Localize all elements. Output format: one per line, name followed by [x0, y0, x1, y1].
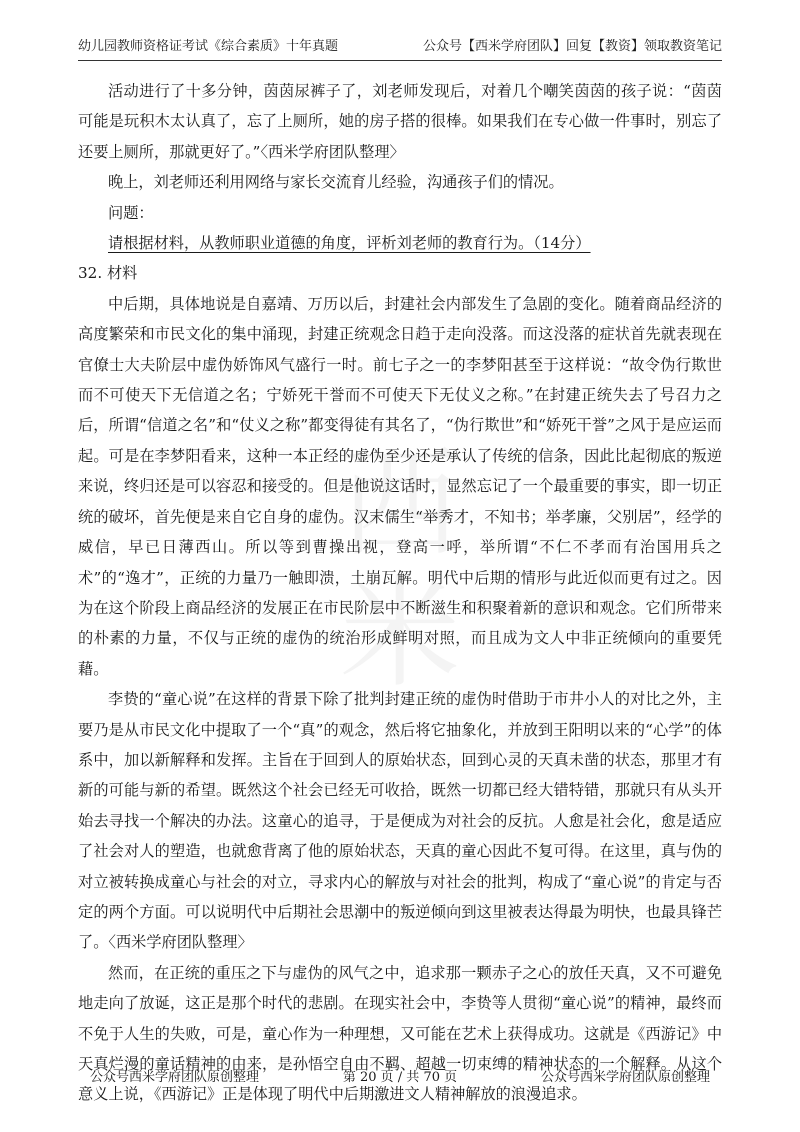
paragraph-material-2: 李贽的“童心说”在这样的背景下除了批判封建正统的虚伪时借助于市井小人的对比之外，主要乃是从市民文化中提取了一个“真”的观念，然后将它抽象化，并放到王阳明以来的“心学”的体系中，加以新解释和发挥。主旨在于回到人的原始状态，回到心灵的天真未凿的状态，那里才有新的可能与新的希望。既然这个社会已经无可收拾，既然一切都已经大错特错，那就只有从头开始去寻找一个解决的办法。这童心的追寻，于是便成为对社会的反抗。人愈是社会化，愈是适应了社会对人的塑造，也就愈背离了他的原始状态，天真的童心因此不复可得。在这里，真与伪的对立被转换成童心与社会的对立，寻求内心的解放与对社会的批判，构成了“童心说”的肯定与否定的两个方面。可以说明代中后期社会思潮中的叛逆倾向到这里被表达得最为明快，也最具锋芒了。〈西米学府团队整理〉 — [78, 690, 722, 952]
page-number: 第 20 页 / 共 70 页 — [342, 1070, 458, 1085]
header-promo: 公众号【西米学府团队】回复【教资】领取教资笔记 — [422, 39, 722, 54]
paragraph-activity: 活动进行了十多分钟，茵茵尿裤子了，刘老师发现后，对着几个嘲笑茵茵的孩子说：“茵茵可能是玩积木太认真了，忘了上厕所，她的房子搭的很棒。如果我们在专心做一件事时，别忘了还要上厕所，那就更好了。”〈西米学府团队整理〉 — [78, 82, 722, 161]
page-header — [78, 34, 722, 61]
question-number-32: 32. 材料 — [78, 264, 138, 283]
footer-left: 公众号西米学府团队原创整理 — [90, 1070, 260, 1085]
question-prompt — [78, 228, 722, 258]
paragraph-evening: 晚上，刘老师还利用网络与家长交流育儿经验，沟通孩子们的情况。 — [108, 173, 564, 192]
question-text: 请根据材料，从教师职业道德的角度，评析刘老师的教育行为。（14分） — [108, 234, 591, 253]
document-body — [78, 76, 722, 1110]
paragraph-material-1: 中后期，具体地说是自嘉靖、万历以后，封建社会内部发生了急剧的变化。随着商品经济的高度繁荣和市民文化的集中涌现，封建正统观念日趋于走向没落。而这没落的症状首先就表现在官僚士大夫阶层中虚伪娇饰风气盛行一时。前七子之一的李梦阳甚至于这样说：“故令伪行欺世而不可使天下无信道之名；宁娇死干誉而不可使天下无仗义之称。”在封建正统失去了号召力之后，所谓“信道之名”和“仗义之称”都变得徒有其名了，“伪行欺世”和“娇死干誉”之风于是应运而起。可是在李梦阳看来，这种一本正经的虚伪至少还是承认了传统的信条，因此比起彻底的叛逆来说，终归还是可以容忍和接受的。但是他说这话时，显然忘记了一个最重要的事实，即一切正统的破坏，首先便是来自它自身的虚伪。汉末儒生“举秀才，不知书；举孝廉，父别居”，经学的威信，早已日薄西山。所以等到曹操出视，登高一呼，举所谓“不仁不孝而有治国用兵之术”的“逸才”，正统的力量乃一触即溃，土崩瓦解。明代中后期的情形与此近似而更有过之。因为在这个阶段上商品经济的发展正在市民阶层中不断滋生和积聚着新的意识和观念。它们所带来的朴素的力量，不仅与正统的虚伪的统治形成鲜明对照，而且成为文人中非正统倾向的重要凭藉。 — [78, 294, 722, 678]
footer-right: 公众号西米学府团队原创整理 — [540, 1070, 710, 1085]
page-footer — [78, 1068, 722, 1088]
header-title: 幼儿园教师资格证考试《综合素质》十年真题 — [78, 39, 339, 54]
question-label: 问题： — [108, 203, 154, 222]
paragraph-material-3: 然而，在正统的重压之下与虚伪的风气之中，追求那一颗赤子之心的放任天真，又不可避免地走向了放诞，这正是那个时代的悲剧。在现实社会中，李贽等人贯彻“童心说”的精神，最终而不免于人生的失败，可是，童心作为一种理想，又可能在艺术上获得成功。这就是《西游记》中天真烂漫的童话精神的由来，是孙悟空自由不羁、超越一切束缚的精神状态的一个解释。从这个意义上说，《西游记》正是体现了明代中后期激进文人精神解放的浪漫追求。 — [78, 963, 722, 1104]
